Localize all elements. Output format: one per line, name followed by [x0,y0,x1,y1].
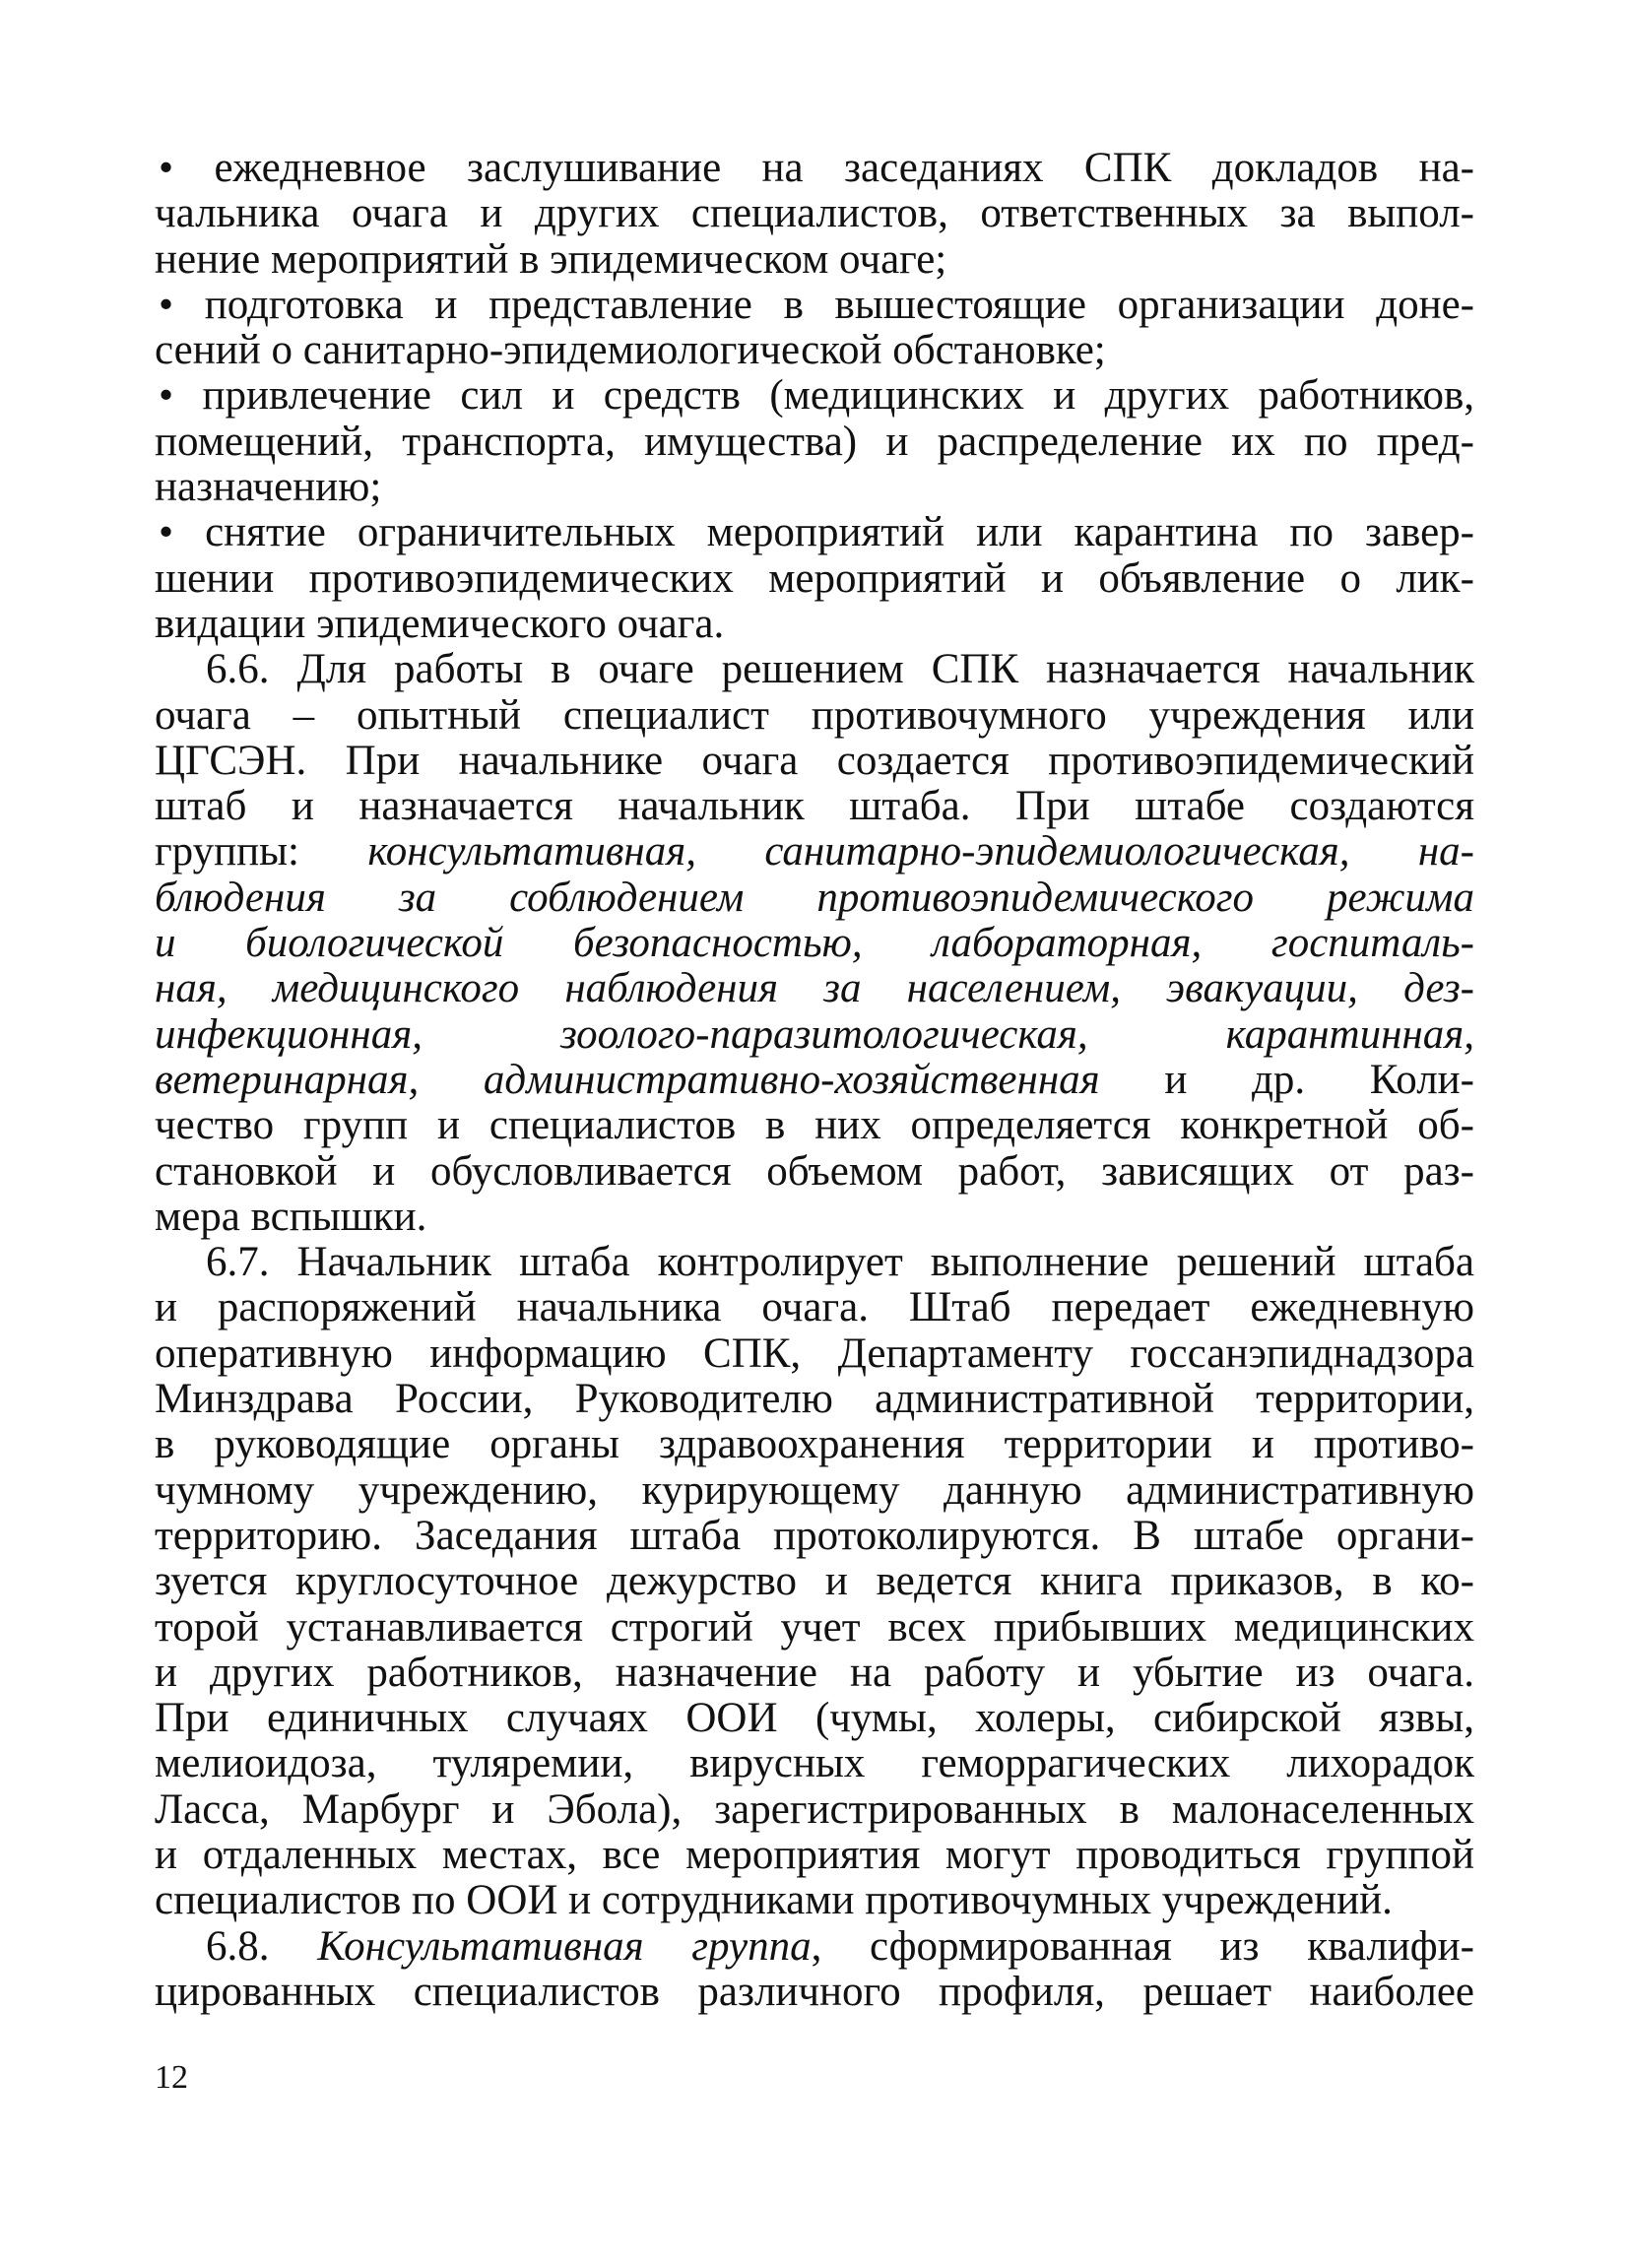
text-line: Минздрава России, Руководителю административной территории, [155,1376,1474,1423]
text-run: группы: [155,828,368,875]
text-run: 6.8. [206,1922,318,1970]
text-line: ная, медицинского наблюдения за населением, эвакуации, дез- [155,965,1474,1012]
text-line: инфекционная, зоолого-паразитологическая, карантинная, [155,1010,1474,1058]
text-line: чальника очага и других специалистов, ответственных за выпол- [155,190,1474,237]
text-run: и др. Коли- [1099,1056,1475,1103]
text-line: помещений, транспорта, имущества) и распределение их по пред- [155,418,1474,465]
text-line [155,1058,1474,1103]
text-line: и отдаленных местах, все мероприятия могут проводиться группой [155,1831,1474,1878]
text-line: и биологической безопасностью, лабораторная, госпиталь- [155,920,1474,967]
text-line: • привлечение сил и средств (медицинских и других работников, [159,372,1474,420]
text-line: • ежедневное заслушивание на заседаниях СПК докладов на- [159,145,1474,191]
text-line: видации эпидемического очага. [155,600,725,647]
text-line: шении противоэпидемических мероприятий и объявление о лик- [155,554,1474,602]
text-line: ЦГСЭН. При начальнике очага создается противоэпидемический [155,737,1474,784]
italic-text: Консультативная группа [317,1922,812,1970]
text-line: и распоряжений начальника очага. Штаб передает ежедневную [155,1284,1474,1331]
text-line: 6.7. Начальник штаба контролирует выполнение решений штаба [206,1239,1474,1286]
text-line: и других работников, назначение на работу и убытие из очага. [155,1649,1474,1696]
text-line: очага – опытный специалист противочумного учреждения или [155,691,1474,739]
text-line: блюдения за соблюдением противоэпидемического режима [155,874,1474,921]
text-line: специалистов по ООИ и сотрудниками противочумных учреждений. [155,1877,1393,1924]
page-number: 12 [155,2059,188,2096]
text-line: сений о санитарно-эпидемиологической обстановке; [155,327,1106,374]
text-run: , сформированная из квалифи- [811,1922,1474,1970]
text-line: мелиоидоза, туляремии, вирусных геморрагических лихорадок [155,1740,1474,1787]
text-line [155,1924,1474,1970]
text-line: в руководящие органы здравоохранения территории и противо- [155,1421,1474,1468]
text-line: назначению; [155,464,382,511]
text-line: оперативную информацию СПК, Департаменту госсанэпиднадзора [155,1329,1474,1377]
text-line: мера вспышки. [155,1193,427,1240]
text-line [155,829,1474,875]
text-line: чество групп и специалистов в них определяется конкретной об- [155,1102,1474,1149]
text-line: зуется круглосуточное дежурство и ведется книга приказов, в ко- [155,1558,1474,1605]
text-line: территорию. Заседания штаба протоколируются. В штабе органи- [155,1512,1474,1559]
text-line: штаб и назначается начальник штаба. При штабе создаются [155,783,1474,830]
text-line: чумному учреждению, курирующему данную административную [155,1466,1474,1514]
text-line: 6.6. Для работы в очаге решением СПК назначается начальник [206,646,1474,693]
body-text [155,146,1474,2015]
text-line: • подготовка и представление в вышестоящие организации доне- [159,281,1474,328]
text-line: цированных специалистов различного профиля, решает наиболее [155,1968,1474,2015]
italic-text: консультативная, санитарно-эпидемиологическая, на- [367,828,1475,875]
text-line: нение мероприятий в эпидемическом очаге; [155,235,947,283]
text-line: Ласса, Марбург и Эбола), зарегистрированных в малонаселенных [155,1785,1474,1833]
text-line: торой устанавливается строгий учет всех прибывших медицинских [155,1603,1474,1651]
italic-text: ветеринарная, административно-хозяйственная [155,1056,1100,1103]
text-line: • снятие ограничительных мероприятий или карантина по завер- [159,509,1474,556]
text-line: При единичных случаях ООИ (чумы, холеры, сибирской язвы, [155,1695,1474,1742]
text-line: становкой и обусловливается объемом работ, зависящих от раз- [155,1147,1474,1195]
